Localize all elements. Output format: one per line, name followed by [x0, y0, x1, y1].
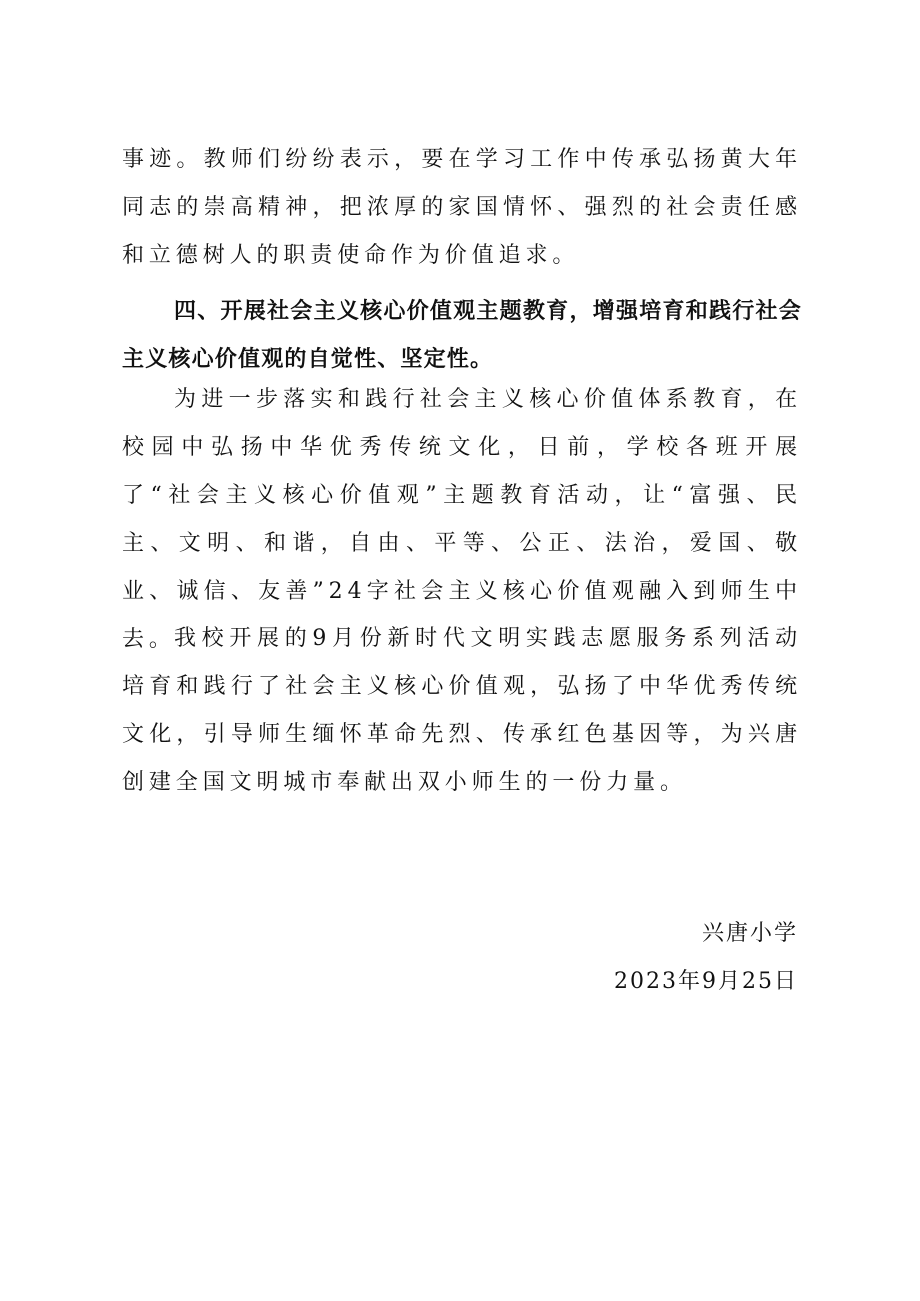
paragraph-volunteer: 我校开展的9月份新时代文明实践志愿服务系列活动培育和践行了社会主义核心价值观，弘扬了中华优秀传统文化，引导师生缅怀革命先烈、传承红色基因等，为兴唐创建全国文明城市奉献出双小师生的一份力量。 — [122, 626, 802, 795]
paragraph-values-education: 为进一步落实和践行社会主义核心价值体系教育，在校园中弘扬中华优秀传统文化，日前，学校各班开展了“社会主义核心价值观”主题教育活动，让“富强、民主、文明、和谐，自由、平等、公正、法治，爱国、敬业、诚信、友善”24字社会主义核心价值观融入到师生中去。 — [122, 387, 802, 652]
signature-date: 2023年9月25日 — [614, 969, 798, 994]
section-heading: 四、开展社会主义核心价值观主题教育，增强培育和践行社会主义核心价值观的自觉性、坚定性。 — [122, 299, 802, 372]
paragraph-continued: 事迹。教师们纷纷表示，要在学习工作中传承弘扬黄大年同志的崇高精神，把浓厚的家国情怀、强烈的社会责任感和立德树人的职责使命作为价值追求。 — [122, 147, 802, 268]
signature-organization: 兴唐小学 — [701, 921, 798, 946]
